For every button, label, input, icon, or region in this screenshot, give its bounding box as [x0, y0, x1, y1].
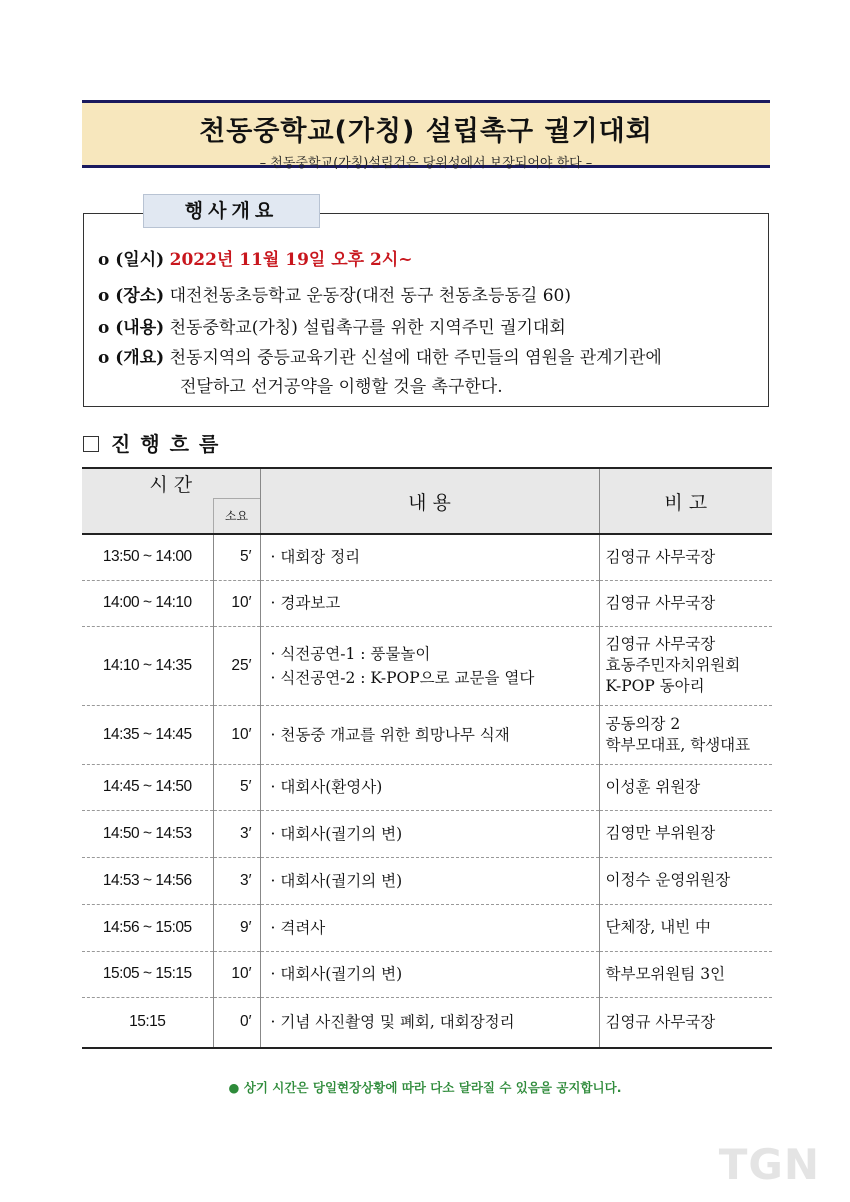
note-line: 단체장, 내빈 中 — [605, 918, 711, 936]
overview-value: 천동지역의 중등교육기관 신설에 대한 주민들의 염원을 관계기관에 — [169, 348, 662, 368]
row-note — [599, 705, 772, 764]
row-duration: 9′ — [213, 904, 260, 951]
row-duration: 3′ — [213, 857, 260, 904]
overview-value: 대전천동초등학교 운동장(대전 동구 천동초등동길 60) — [169, 286, 571, 306]
overview-item-content — [98, 313, 566, 338]
table-row — [82, 997, 772, 1048]
overview-value: 2022년 11월 19일 오후 2시~ — [169, 250, 413, 270]
row-time: 15:05 ~ 15:15 — [82, 951, 213, 997]
watermark-logo: TGN — [718, 1140, 820, 1189]
row-time: 13:50 ~ 14:00 — [82, 534, 213, 580]
header-time: 시 간 — [82, 468, 260, 498]
note-line: 이정수 운영위원장 — [605, 871, 731, 889]
row-time: 14:35 ~ 14:45 — [82, 705, 213, 764]
row-note — [599, 951, 772, 997]
row-time: 14:56 ~ 15:05 — [82, 904, 213, 951]
row-note — [599, 764, 772, 810]
note-line: K-POP 동아리 — [605, 677, 705, 695]
row-duration: 5′ — [213, 764, 260, 810]
overview-key: o (일시) — [98, 250, 165, 270]
note-line: 김영규 사무국장 — [605, 547, 716, 566]
section-title: 진행흐름 — [83, 428, 228, 457]
row-time: 14:10 ~ 14:35 — [82, 626, 213, 705]
note-line: 김영규 사무국장 — [605, 635, 716, 653]
row-note — [599, 857, 772, 904]
row-content — [260, 705, 599, 764]
content-line: · 기념 사진촬영 및 폐회, 대회장정리 — [270, 1013, 515, 1032]
row-duration: 10′ — [213, 705, 260, 764]
content-line: · 대회장 정리 — [270, 548, 361, 567]
document-subtitle: – 천동중학교(가칭)설립건은 당위성에서 보장되어야 한다 – — [259, 156, 593, 171]
note-line: 효동주민자치위원회 — [605, 656, 741, 674]
row-time: 14:45 ~ 14:50 — [82, 764, 213, 810]
row-time: 14:50 ~ 14:53 — [82, 810, 213, 857]
row-note — [599, 810, 772, 857]
content-line: · 천동중 개교를 위한 희망나무 식재 — [270, 725, 510, 744]
title-banner — [82, 100, 770, 171]
overview-key: o (장소) — [98, 286, 165, 306]
row-note — [599, 626, 772, 705]
overview-key: o (개요) — [98, 348, 165, 368]
row-time: 14:53 ~ 14:56 — [82, 857, 213, 904]
row-content — [260, 534, 599, 580]
table-header-row — [82, 468, 772, 498]
row-duration: 0′ — [213, 997, 260, 1048]
row-content — [260, 626, 599, 705]
row-content — [260, 580, 599, 626]
table-row — [82, 580, 772, 626]
table-row — [82, 626, 772, 705]
overview-item-place — [98, 281, 571, 306]
footnote: ● 상기 시간은 당일현장상황에 따라 다소 달라질 수 있음을 공지합니다. — [228, 1080, 622, 1095]
row-duration: 10′ — [213, 951, 260, 997]
row-content — [260, 857, 599, 904]
overview-summary-continuation: 전달하고 선거공약을 이행할 것을 촉구한다. — [180, 377, 503, 397]
row-content — [260, 904, 599, 951]
content-line: · 대회사(궐기의 변) — [270, 871, 403, 890]
row-content — [260, 810, 599, 857]
header-note: 비 고 — [599, 468, 772, 534]
content-line: · 식전공연-1 : 풍물놀이 — [270, 644, 431, 663]
content-line: · 격려사 — [270, 918, 326, 937]
note-line: 김영규 사무국장 — [605, 1012, 716, 1031]
content-line: · 대회사(궐기의 변) — [270, 965, 403, 983]
table-row — [82, 904, 772, 951]
row-note — [599, 534, 772, 580]
square-bullet-icon — [83, 436, 99, 452]
content-line: · 대회사(궐기의 변) — [270, 824, 403, 843]
row-note — [599, 580, 772, 626]
note-line: 학부모대표, 학생대표 — [605, 735, 751, 754]
note-line: 이성훈 위원장 — [605, 777, 701, 796]
row-time: 15:15 — [82, 997, 213, 1048]
note-line: 공동의장 2 — [605, 714, 681, 733]
note-line: 김영만 부위원장 — [605, 824, 716, 842]
row-content — [260, 951, 599, 997]
overview-item-date — [98, 245, 413, 270]
table-row — [82, 534, 772, 580]
table-row — [82, 857, 772, 904]
overview-key: o (내용) — [98, 318, 165, 338]
overview-item-summary — [98, 343, 662, 368]
row-note — [599, 997, 772, 1048]
row-duration: 25′ — [213, 626, 260, 705]
row-content — [260, 764, 599, 810]
row-content — [260, 997, 599, 1048]
row-duration: 3′ — [213, 810, 260, 857]
row-time: 14:00 ~ 14:10 — [82, 580, 213, 626]
header-content: 내 용 — [260, 468, 599, 534]
content-line: · 경과보고 — [270, 594, 341, 612]
document-title: 천동중학교(가칭) 설립촉구 궐기대회 — [199, 116, 653, 147]
schedule-table — [82, 467, 772, 1049]
header-duration: 소요 — [213, 498, 260, 534]
overview-value: 천동중학교(가칭) 설립촉구를 위한 지역주민 궐기대회 — [169, 318, 566, 338]
schedule-rows — [82, 534, 772, 1048]
note-line: 김영규 사무국장 — [605, 593, 716, 612]
overview-tab-label: 행사개요 — [143, 194, 320, 228]
table-row — [82, 810, 772, 857]
table-row — [82, 951, 772, 997]
content-line: · 대회사(환영사) — [270, 778, 383, 796]
note-line: 학부모위원팀 3인 — [605, 964, 726, 983]
table-row — [82, 705, 772, 764]
content-line: · 식전공연-2 : K-POP으로 교문을 열다 — [270, 668, 535, 687]
row-note — [599, 904, 772, 951]
row-duration: 10′ — [213, 580, 260, 626]
row-duration: 5′ — [213, 534, 260, 580]
table-row — [82, 764, 772, 810]
